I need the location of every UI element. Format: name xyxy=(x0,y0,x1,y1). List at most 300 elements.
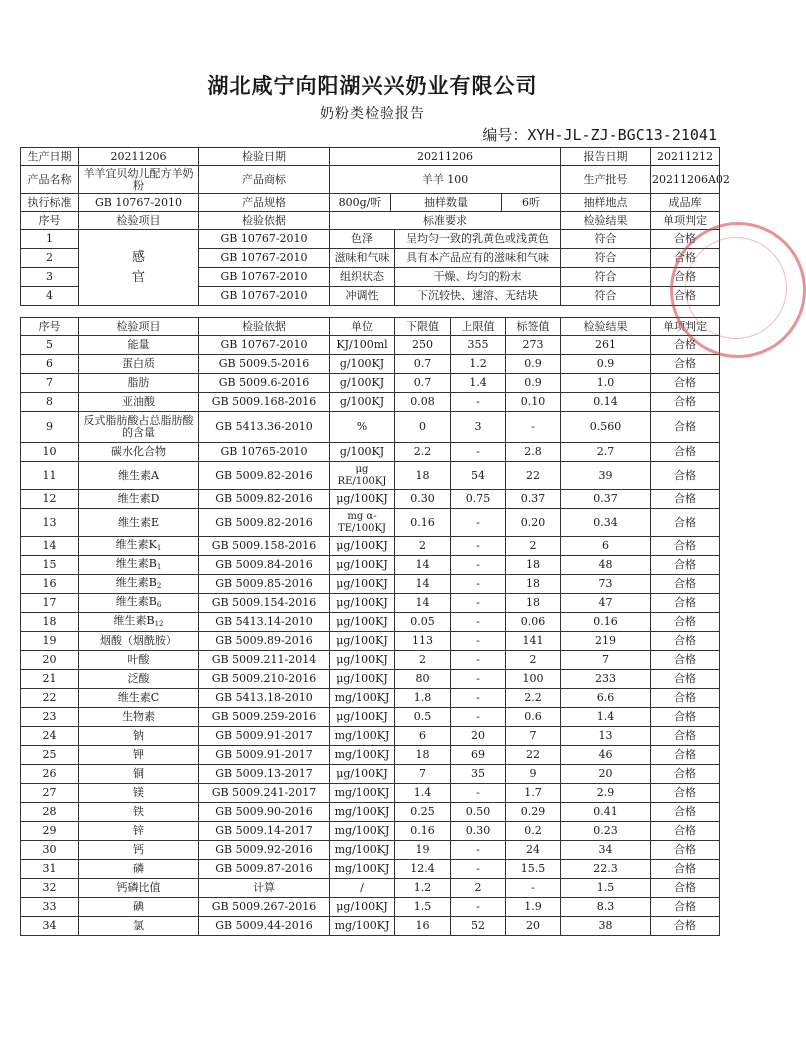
table-row xyxy=(21,393,720,412)
spec-value: 800g/听 xyxy=(330,194,391,211)
cell-label: 0.6 xyxy=(506,708,561,727)
cell-item xyxy=(79,443,199,462)
sensory-basis: GB 10767-2010 xyxy=(199,268,330,287)
item-name: 烟酸（烟酰胺） xyxy=(100,634,177,647)
cell-item xyxy=(79,879,199,898)
cell-item xyxy=(79,803,199,822)
cell-unit: mg/100KJ xyxy=(330,860,395,879)
cell-unit: KJ/100ml xyxy=(330,336,395,355)
cell-judge: 合格 xyxy=(651,727,720,746)
cell-item xyxy=(79,670,199,689)
inspect-date-value: 20211206 xyxy=(330,148,561,166)
cell-judge: 合格 xyxy=(651,594,720,613)
cell-item xyxy=(79,374,199,393)
item-name: 生物素 xyxy=(122,710,155,723)
cell-lower: 0 xyxy=(395,412,451,443)
cell-basis: GB 5009.92-2016 xyxy=(199,841,330,860)
company-name: 湖北咸宁向阳湖兴兴奶业有限公司 xyxy=(207,74,538,98)
product-name-label: 产品名称 xyxy=(21,166,79,194)
cell-item xyxy=(79,412,199,443)
item-name: 维生素K xyxy=(115,537,157,551)
batch-label: 生产批号 xyxy=(561,166,651,194)
cell-basis: GB 5009.85-2016 xyxy=(199,575,330,594)
cell-unit: μg/100KJ xyxy=(330,613,395,632)
cell-upper: - xyxy=(451,689,506,708)
cell-result: 38 xyxy=(561,917,651,936)
cell-basis: GB 5009.89-2016 xyxy=(199,632,330,651)
cell-judge: 合格 xyxy=(651,443,720,462)
cell-label: 2 xyxy=(506,537,561,556)
cell-judge: 合格 xyxy=(651,689,720,708)
table-row xyxy=(21,575,720,594)
cell-item xyxy=(79,784,199,803)
cell-no: 11 xyxy=(21,462,79,490)
col-judge: 单项判定 xyxy=(651,212,720,230)
sensory-judge: 合格 xyxy=(651,249,720,268)
cell-judge: 合格 xyxy=(651,355,720,374)
cell-label: 9 xyxy=(506,765,561,784)
cell-result: 39 xyxy=(561,462,651,490)
cell-label: 24 xyxy=(506,841,561,860)
cell-no: 23 xyxy=(21,708,79,727)
cell-unit: μg/100KJ xyxy=(330,708,395,727)
cell-upper: 54 xyxy=(451,462,506,490)
cell-item xyxy=(79,594,199,613)
cell-result: 8.3 xyxy=(561,898,651,917)
col-basis: 检验依据 xyxy=(199,318,330,336)
cell-result: 233 xyxy=(561,670,651,689)
cell-no: 12 xyxy=(21,490,79,509)
cell-item xyxy=(79,746,199,765)
cell-basis: GB 5009.267-2016 xyxy=(199,898,330,917)
cell-label: 1.7 xyxy=(506,784,561,803)
cell-lower: 250 xyxy=(395,336,451,355)
cell-no: 32 xyxy=(21,879,79,898)
sensory-req: 呈均匀一致的乳黄色或浅黄色 xyxy=(395,230,561,249)
item-name: 碳水化合物 xyxy=(111,445,166,458)
cell-unit: % xyxy=(330,412,395,443)
brand-value: 羊羊 100 xyxy=(330,166,561,194)
cell-unit: μg/100KJ xyxy=(330,594,395,613)
cell-judge: 合格 xyxy=(651,879,720,898)
cell-basis: GB 5009.154-2016 xyxy=(199,594,330,613)
cell-judge: 合格 xyxy=(651,651,720,670)
cell-unit: g/100KJ xyxy=(330,393,395,412)
item-name: 铜 xyxy=(133,767,144,780)
cell-upper: - xyxy=(451,708,506,727)
cell-lower: 1.4 xyxy=(395,784,451,803)
cell-item xyxy=(79,841,199,860)
cell-no: 5 xyxy=(21,336,79,355)
cell-basis: GB 5009.158-2016 xyxy=(199,537,330,556)
cell-result: 0.9 xyxy=(561,355,651,374)
cell-judge: 合格 xyxy=(651,822,720,841)
report-date-label: 报告日期 xyxy=(561,148,651,166)
cell-upper: - xyxy=(451,393,506,412)
table-row xyxy=(21,490,720,509)
cell-label: 0.9 xyxy=(506,374,561,393)
cell-label: 273 xyxy=(506,336,561,355)
sensory-judge: 合格 xyxy=(651,230,720,249)
cell-unit: μg/100KJ xyxy=(330,898,395,917)
table-row xyxy=(21,537,720,556)
sensory-req: 干燥、均匀的粉末 xyxy=(395,268,561,287)
cell-upper: - xyxy=(451,898,506,917)
item-name: 能量 xyxy=(127,338,150,351)
cell-label: 100 xyxy=(506,670,561,689)
table-row xyxy=(21,374,720,393)
sensory-item: 感官 xyxy=(79,230,199,306)
cell-unit: μg/100KJ xyxy=(330,556,395,575)
cell-no: 17 xyxy=(21,594,79,613)
cell-result: 6.6 xyxy=(561,689,651,708)
sensory-result: 符合 xyxy=(561,249,651,268)
cell-lower: 19 xyxy=(395,841,451,860)
table-row xyxy=(21,822,720,841)
cell-unit: mg/100KJ xyxy=(330,803,395,822)
cell-upper: - xyxy=(451,841,506,860)
cell-lower: 14 xyxy=(395,575,451,594)
produce-date-label: 生产日期 xyxy=(21,148,79,166)
col-basis: 检验依据 xyxy=(199,212,330,230)
cell-result: 219 xyxy=(561,632,651,651)
cell-lower: 7 xyxy=(395,765,451,784)
table-row xyxy=(21,632,720,651)
spec-sample-cell xyxy=(330,194,561,212)
col-label: 标签值 xyxy=(506,318,561,336)
sensory-basis: GB 10767-2010 xyxy=(199,287,330,306)
item-subscript: 6 xyxy=(156,600,162,609)
cell-lower: 14 xyxy=(395,556,451,575)
cell-unit: mg/100KJ xyxy=(330,746,395,765)
cell-lower: 2 xyxy=(395,651,451,670)
cell-basis: GB 5009.5-2016 xyxy=(199,355,330,374)
cell-basis: GB 5009.44-2016 xyxy=(199,917,330,936)
cell-result: 20 xyxy=(561,765,651,784)
cell-lower: 0.16 xyxy=(395,822,451,841)
sensory-header-row xyxy=(21,212,720,230)
cell-basis: GB 5009.210-2016 xyxy=(199,670,330,689)
cell-judge: 合格 xyxy=(651,537,720,556)
cell-upper: 35 xyxy=(451,765,506,784)
cell-no: 20 xyxy=(21,651,79,670)
cell-basis: GB 5413.18-2010 xyxy=(199,689,330,708)
cell-unit: μg/100KJ xyxy=(330,632,395,651)
item-name: 碘 xyxy=(133,900,144,913)
cell-basis: GB 5009.82-2016 xyxy=(199,462,330,490)
cell-upper: - xyxy=(451,575,506,594)
cell-basis: GB 5009.168-2016 xyxy=(199,393,330,412)
cell-lower: 0.05 xyxy=(395,613,451,632)
cell-unit: μg/100KJ xyxy=(330,537,395,556)
batch-value: 20211206A02 xyxy=(651,166,720,194)
cell-lower: 14 xyxy=(395,594,451,613)
col-unit: 单位 xyxy=(330,318,395,336)
cell-lower: 2.2 xyxy=(395,443,451,462)
cell-result: 0.16 xyxy=(561,613,651,632)
cell-basis: GB 5009.87-2016 xyxy=(199,860,330,879)
cell-label: 141 xyxy=(506,632,561,651)
col-no: 序号 xyxy=(21,318,79,336)
cell-upper: - xyxy=(451,670,506,689)
cell-judge: 合格 xyxy=(651,613,720,632)
cell-no: 8 xyxy=(21,393,79,412)
sensory-result: 符合 xyxy=(561,230,651,249)
table-row xyxy=(21,708,720,727)
cell-judge: 合格 xyxy=(651,917,720,936)
item-name: 钠 xyxy=(133,729,144,742)
cell-judge: 合格 xyxy=(651,462,720,490)
cell-basis: GB 10767-2010 xyxy=(199,336,330,355)
sensory-basis: GB 10767-2010 xyxy=(199,249,330,268)
item-subscript: 1 xyxy=(156,562,162,571)
sensory-no: 1 xyxy=(21,230,79,249)
cell-lower: 16 xyxy=(395,917,451,936)
item-name: 维生素B xyxy=(115,556,157,570)
cell-upper: 52 xyxy=(451,917,506,936)
cell-no: 22 xyxy=(21,689,79,708)
cell-upper: - xyxy=(451,556,506,575)
cell-lower: 0.7 xyxy=(395,355,451,374)
cell-basis: GB 5009.6-2016 xyxy=(199,374,330,393)
table-row xyxy=(21,443,720,462)
item-name: 泛酸 xyxy=(127,672,150,685)
cell-unit: μg/100KJ xyxy=(330,651,395,670)
cell-no: 30 xyxy=(21,841,79,860)
col-result: 检验结果 xyxy=(561,212,651,230)
info-row-dates xyxy=(21,148,720,166)
table-row xyxy=(21,556,720,575)
cell-judge: 合格 xyxy=(651,746,720,765)
cell-upper: - xyxy=(451,594,506,613)
inspection-stamp xyxy=(670,222,806,358)
cell-unit: / xyxy=(330,879,395,898)
nutrient-header-row xyxy=(21,318,720,336)
cell-upper: 20 xyxy=(451,727,506,746)
sensory-basis: GB 10767-2010 xyxy=(199,230,330,249)
cell-unit: mg α-TE/100KJ xyxy=(330,509,395,537)
table-row xyxy=(21,727,720,746)
cell-item xyxy=(79,336,199,355)
cell-result: 34 xyxy=(561,841,651,860)
cell-upper: - xyxy=(451,443,506,462)
cell-judge: 合格 xyxy=(651,860,720,879)
cell-lower: 1.5 xyxy=(395,898,451,917)
cell-result: 6 xyxy=(561,537,651,556)
cell-item xyxy=(79,632,199,651)
sample-place-value: 成品库 xyxy=(651,194,720,212)
sensory-req: 下沉较快、速溶、无结块 xyxy=(395,287,561,306)
cell-upper: 2 xyxy=(451,879,506,898)
cell-result: 0.34 xyxy=(561,509,651,537)
cell-upper: - xyxy=(451,509,506,537)
cell-label: 22 xyxy=(506,746,561,765)
col-lower: 下限值 xyxy=(395,318,451,336)
item-name: 反式脂肪酸占总脂肪酸的含量 xyxy=(83,414,194,439)
cell-upper: 3 xyxy=(451,412,506,443)
cell-lower: 0.30 xyxy=(395,490,451,509)
cell-judge: 合格 xyxy=(651,670,720,689)
cell-upper: 0.75 xyxy=(451,490,506,509)
cell-label: 0.20 xyxy=(506,509,561,537)
cell-item xyxy=(79,765,199,784)
cell-item xyxy=(79,689,199,708)
cell-no: 18 xyxy=(21,613,79,632)
cell-judge: 合格 xyxy=(651,336,720,355)
cell-result: 46 xyxy=(561,746,651,765)
cell-unit: mg/100KJ xyxy=(330,841,395,860)
cell-judge: 合格 xyxy=(651,374,720,393)
cell-unit: mg/100KJ xyxy=(330,822,395,841)
item-name: 铁 xyxy=(133,805,144,818)
item-name: 叶酸 xyxy=(127,653,150,666)
stamp-inner-ring xyxy=(685,237,787,339)
cell-item xyxy=(79,393,199,412)
cell-judge: 合格 xyxy=(651,898,720,917)
cell-result: 73 xyxy=(561,575,651,594)
cell-basis: GB 5009.82-2016 xyxy=(199,490,330,509)
cell-unit: μg RE/100KJ xyxy=(330,462,395,490)
cell-label: 20 xyxy=(506,917,561,936)
item-name: 维生素E xyxy=(117,515,160,529)
cell-no: 14 xyxy=(21,537,79,556)
item-name: 磷 xyxy=(133,862,144,875)
cell-no: 6 xyxy=(21,355,79,374)
cell-result: 261 xyxy=(561,336,651,355)
item-name: 蛋白质 xyxy=(122,357,155,370)
cell-no: 26 xyxy=(21,765,79,784)
table-row xyxy=(21,917,720,936)
cell-judge: 合格 xyxy=(651,556,720,575)
item-subscript: 2 xyxy=(156,581,162,590)
cell-lower: 1.2 xyxy=(395,879,451,898)
item-name: 维生素B xyxy=(113,613,155,627)
item-subscript: 1 xyxy=(156,543,162,552)
cell-upper: - xyxy=(451,784,506,803)
item-subscript: 12 xyxy=(154,619,164,628)
cell-judge: 合格 xyxy=(651,765,720,784)
table-row xyxy=(21,841,720,860)
cell-item xyxy=(79,575,199,594)
sensory-result: 符合 xyxy=(561,268,651,287)
table-row xyxy=(21,594,720,613)
cell-basis: 计算 xyxy=(199,879,330,898)
sensory-attr: 冲调性 xyxy=(330,287,395,306)
cell-no: 10 xyxy=(21,443,79,462)
cell-label: - xyxy=(506,412,561,443)
cell-judge: 合格 xyxy=(651,708,720,727)
cell-result: 1.4 xyxy=(561,708,651,727)
cell-item xyxy=(79,509,199,537)
item-name: 钾 xyxy=(133,748,144,761)
table-row xyxy=(21,765,720,784)
produce-date-value: 20211206 xyxy=(79,148,199,166)
cell-no: 31 xyxy=(21,860,79,879)
col-result: 检验结果 xyxy=(561,318,651,336)
cell-item xyxy=(79,651,199,670)
cell-lower: 1.8 xyxy=(395,689,451,708)
item-name: 锌 xyxy=(133,824,144,837)
cell-judge: 合格 xyxy=(651,784,720,803)
cell-no: 34 xyxy=(21,917,79,936)
cell-item xyxy=(79,708,199,727)
item-name: 维生素B xyxy=(115,575,157,589)
sensory-no: 4 xyxy=(21,287,79,306)
cell-basis: GB 5009.211-2014 xyxy=(199,651,330,670)
cell-lower: 12.4 xyxy=(395,860,451,879)
cell-upper: 69 xyxy=(451,746,506,765)
cell-result: 0.41 xyxy=(561,803,651,822)
cell-lower: 0.16 xyxy=(395,509,451,537)
cell-upper: - xyxy=(451,613,506,632)
cell-item xyxy=(79,355,199,374)
cell-label: 15.5 xyxy=(506,860,561,879)
sample-qty-value: 6听 xyxy=(522,195,540,209)
col-upper: 上限值 xyxy=(451,318,506,336)
item-name: 维生素C xyxy=(117,691,160,704)
sensory-no: 3 xyxy=(21,268,79,287)
cell-basis: GB 5009.90-2016 xyxy=(199,803,330,822)
cell-basis: GB 5009.84-2016 xyxy=(199,556,330,575)
cell-result: 2.7 xyxy=(561,443,651,462)
report-title: 奶粉类检验报告 xyxy=(320,106,425,122)
cell-lower: 18 xyxy=(395,462,451,490)
spec-label: 产品规格 xyxy=(199,194,330,212)
cell-label: 0.29 xyxy=(506,803,561,822)
cell-unit: μg/100KJ xyxy=(330,765,395,784)
item-name: 维生素D xyxy=(117,492,160,505)
col-judge: 单项判定 xyxy=(651,318,720,336)
cell-label: - xyxy=(506,879,561,898)
sensory-judge: 合格 xyxy=(651,287,720,306)
cell-no: 28 xyxy=(21,803,79,822)
table-row xyxy=(21,355,720,374)
table-row xyxy=(21,784,720,803)
cell-no: 24 xyxy=(21,727,79,746)
table-row xyxy=(21,879,720,898)
cell-no: 29 xyxy=(21,822,79,841)
cell-lower: 2 xyxy=(395,537,451,556)
cell-label: 0.2 xyxy=(506,822,561,841)
table-row xyxy=(21,336,720,355)
cell-item xyxy=(79,537,199,556)
col-no: 序号 xyxy=(21,212,79,230)
cell-unit: mg/100KJ xyxy=(330,917,395,936)
cell-basis: GB 5413.14-2010 xyxy=(199,613,330,632)
standard-label: 执行标准 xyxy=(21,194,79,212)
cell-item xyxy=(79,462,199,490)
cell-basis: GB 5413.36-2010 xyxy=(199,412,330,443)
cell-result: 1.0 xyxy=(561,374,651,393)
cell-label: 0.9 xyxy=(506,355,561,374)
inspect-date-label: 检验日期 xyxy=(199,148,330,166)
cell-judge: 合格 xyxy=(651,632,720,651)
cell-judge: 合格 xyxy=(651,393,720,412)
cell-lower: 113 xyxy=(395,632,451,651)
cell-upper: - xyxy=(451,860,506,879)
sensory-attr: 滋味和气味 xyxy=(330,249,395,268)
nutrient-body xyxy=(21,336,720,936)
cell-no: 9 xyxy=(21,412,79,443)
item-name: 维生素A xyxy=(118,468,159,482)
cell-lower: 80 xyxy=(395,670,451,689)
cell-basis: GB 5009.259-2016 xyxy=(199,708,330,727)
cell-result: 0.14 xyxy=(561,393,651,412)
brand-label: 产品商标 xyxy=(199,166,330,194)
info-row-standard xyxy=(21,194,720,212)
cell-result: 22.3 xyxy=(561,860,651,879)
report-date-value: 20211212 xyxy=(651,148,720,166)
